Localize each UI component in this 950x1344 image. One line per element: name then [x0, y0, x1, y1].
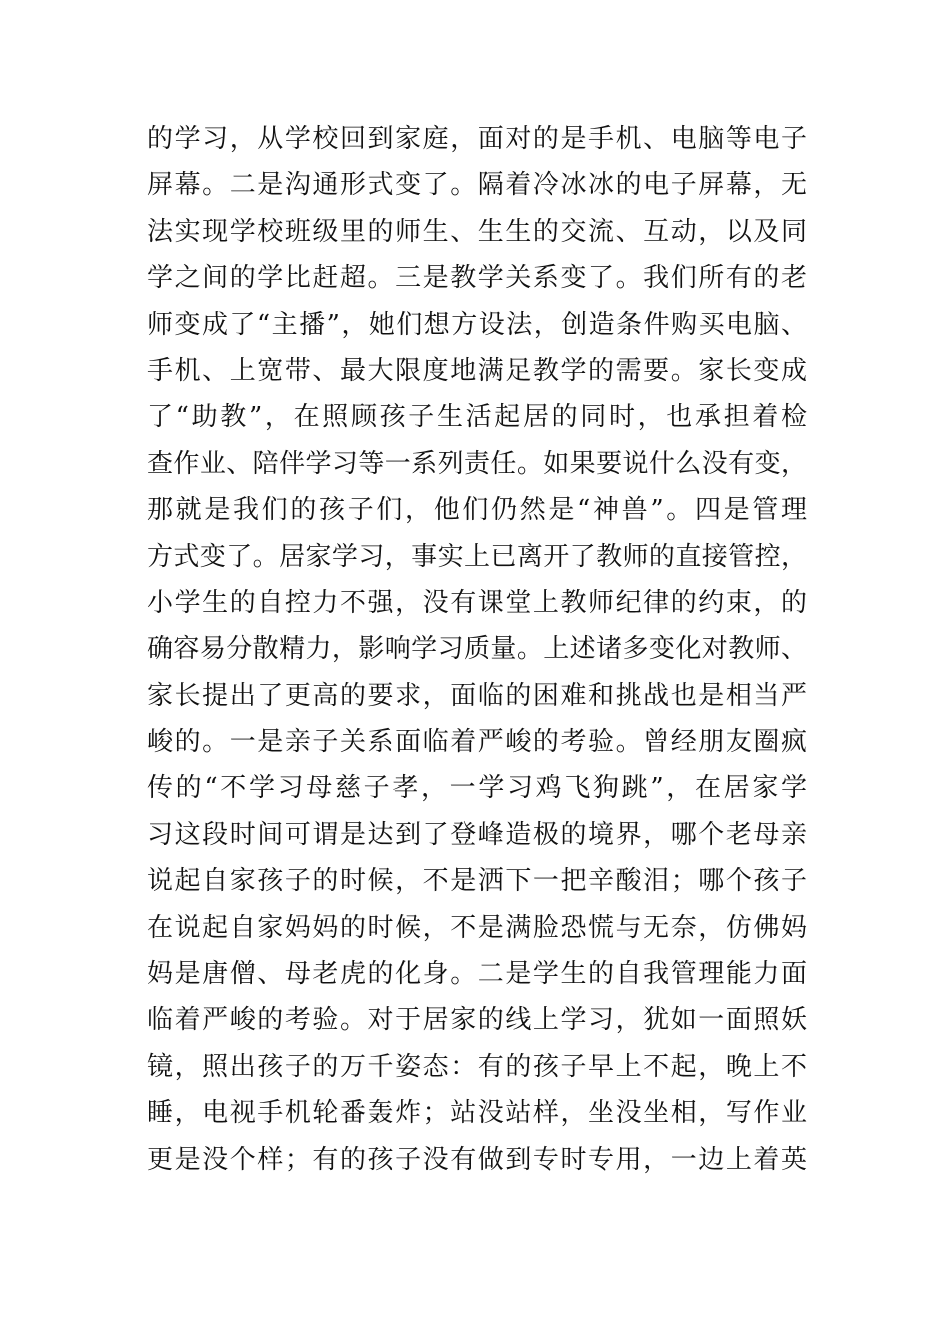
text-line: 方式变了。居家学习，事实上已离开了教师的直接管控， — [147, 541, 807, 572]
text-line: 的学习，从学校回到家庭，面对的是手机、电脑等电子 — [147, 124, 807, 154]
text-line: 峻的。一是亲子关系面临着严峻的考验。曾经朋友圈疯 — [147, 727, 807, 758]
text-line: 学之间的学比赶超。三是教学关系变了。我们所有的老 — [147, 263, 807, 294]
document-body-text — [147, 116, 807, 1183]
text-line: 家长提出了更高的要求，面临的困难和挑战也是相当严 — [147, 680, 807, 711]
text-line: 法实现学校班级里的师生、生生的交流、互动，以及同 — [147, 216, 807, 247]
text-line: 屏幕。二是沟通形式变了。隔着冷冰冰的电子屏幕，无 — [147, 170, 807, 201]
text-line: 更是没个样；有的孩子没有做到专时专用，一边上着英 — [147, 1144, 807, 1175]
text-line: 那就是我们的孩子们，他们仍然是“神兽”。四是管理 — [147, 495, 807, 526]
text-line: 说起自家孩子的时候，不是洒下一把辛酸泪；哪个孩子 — [147, 866, 807, 897]
text-line: 确容易分散精力，影响学习质量。上述诸多变化对教师、 — [147, 634, 807, 665]
text-line: 妈是唐僧、母老虎的化身。二是学生的自我管理能力面 — [147, 959, 807, 990]
text-line: 小学生的自控力不强，没有课堂上教师纪律的约束，的 — [147, 587, 807, 618]
text-line: 镜，照出孩子的万千姿态：有的孩子早上不起，晚上不 — [147, 1051, 807, 1082]
text-line: 习这段时间可谓是达到了登峰造极的境界，哪个老母亲 — [147, 819, 807, 850]
text-line: 手机、上宽带、最大限度地满足教学的需要。家长变成 — [147, 355, 807, 386]
text-line: 查作业、陪伴学习等一系列责任。如果要说什么没有变， — [147, 448, 807, 479]
text-line: 了“助教”，在照顾孩子生活起居的同时，也承担着检 — [147, 402, 807, 433]
text-line: 师变成了“主播”，她们想方设法，创造条件购买电脑、 — [147, 309, 807, 340]
text-line: 睡，电视手机轮番轰炸；站没站样，坐没坐相，写作业 — [147, 1098, 807, 1129]
text-line: 传的“不学习母慈子孝，一学习鸡飞狗跳”，在居家学 — [147, 773, 807, 804]
text-line: 临着严峻的考验。对于居家的线上学习，犹如一面照妖 — [147, 1005, 807, 1036]
text-line: 在说起自家妈妈的时候，不是满脸恐慌与无奈，仿佛妈 — [147, 912, 807, 943]
